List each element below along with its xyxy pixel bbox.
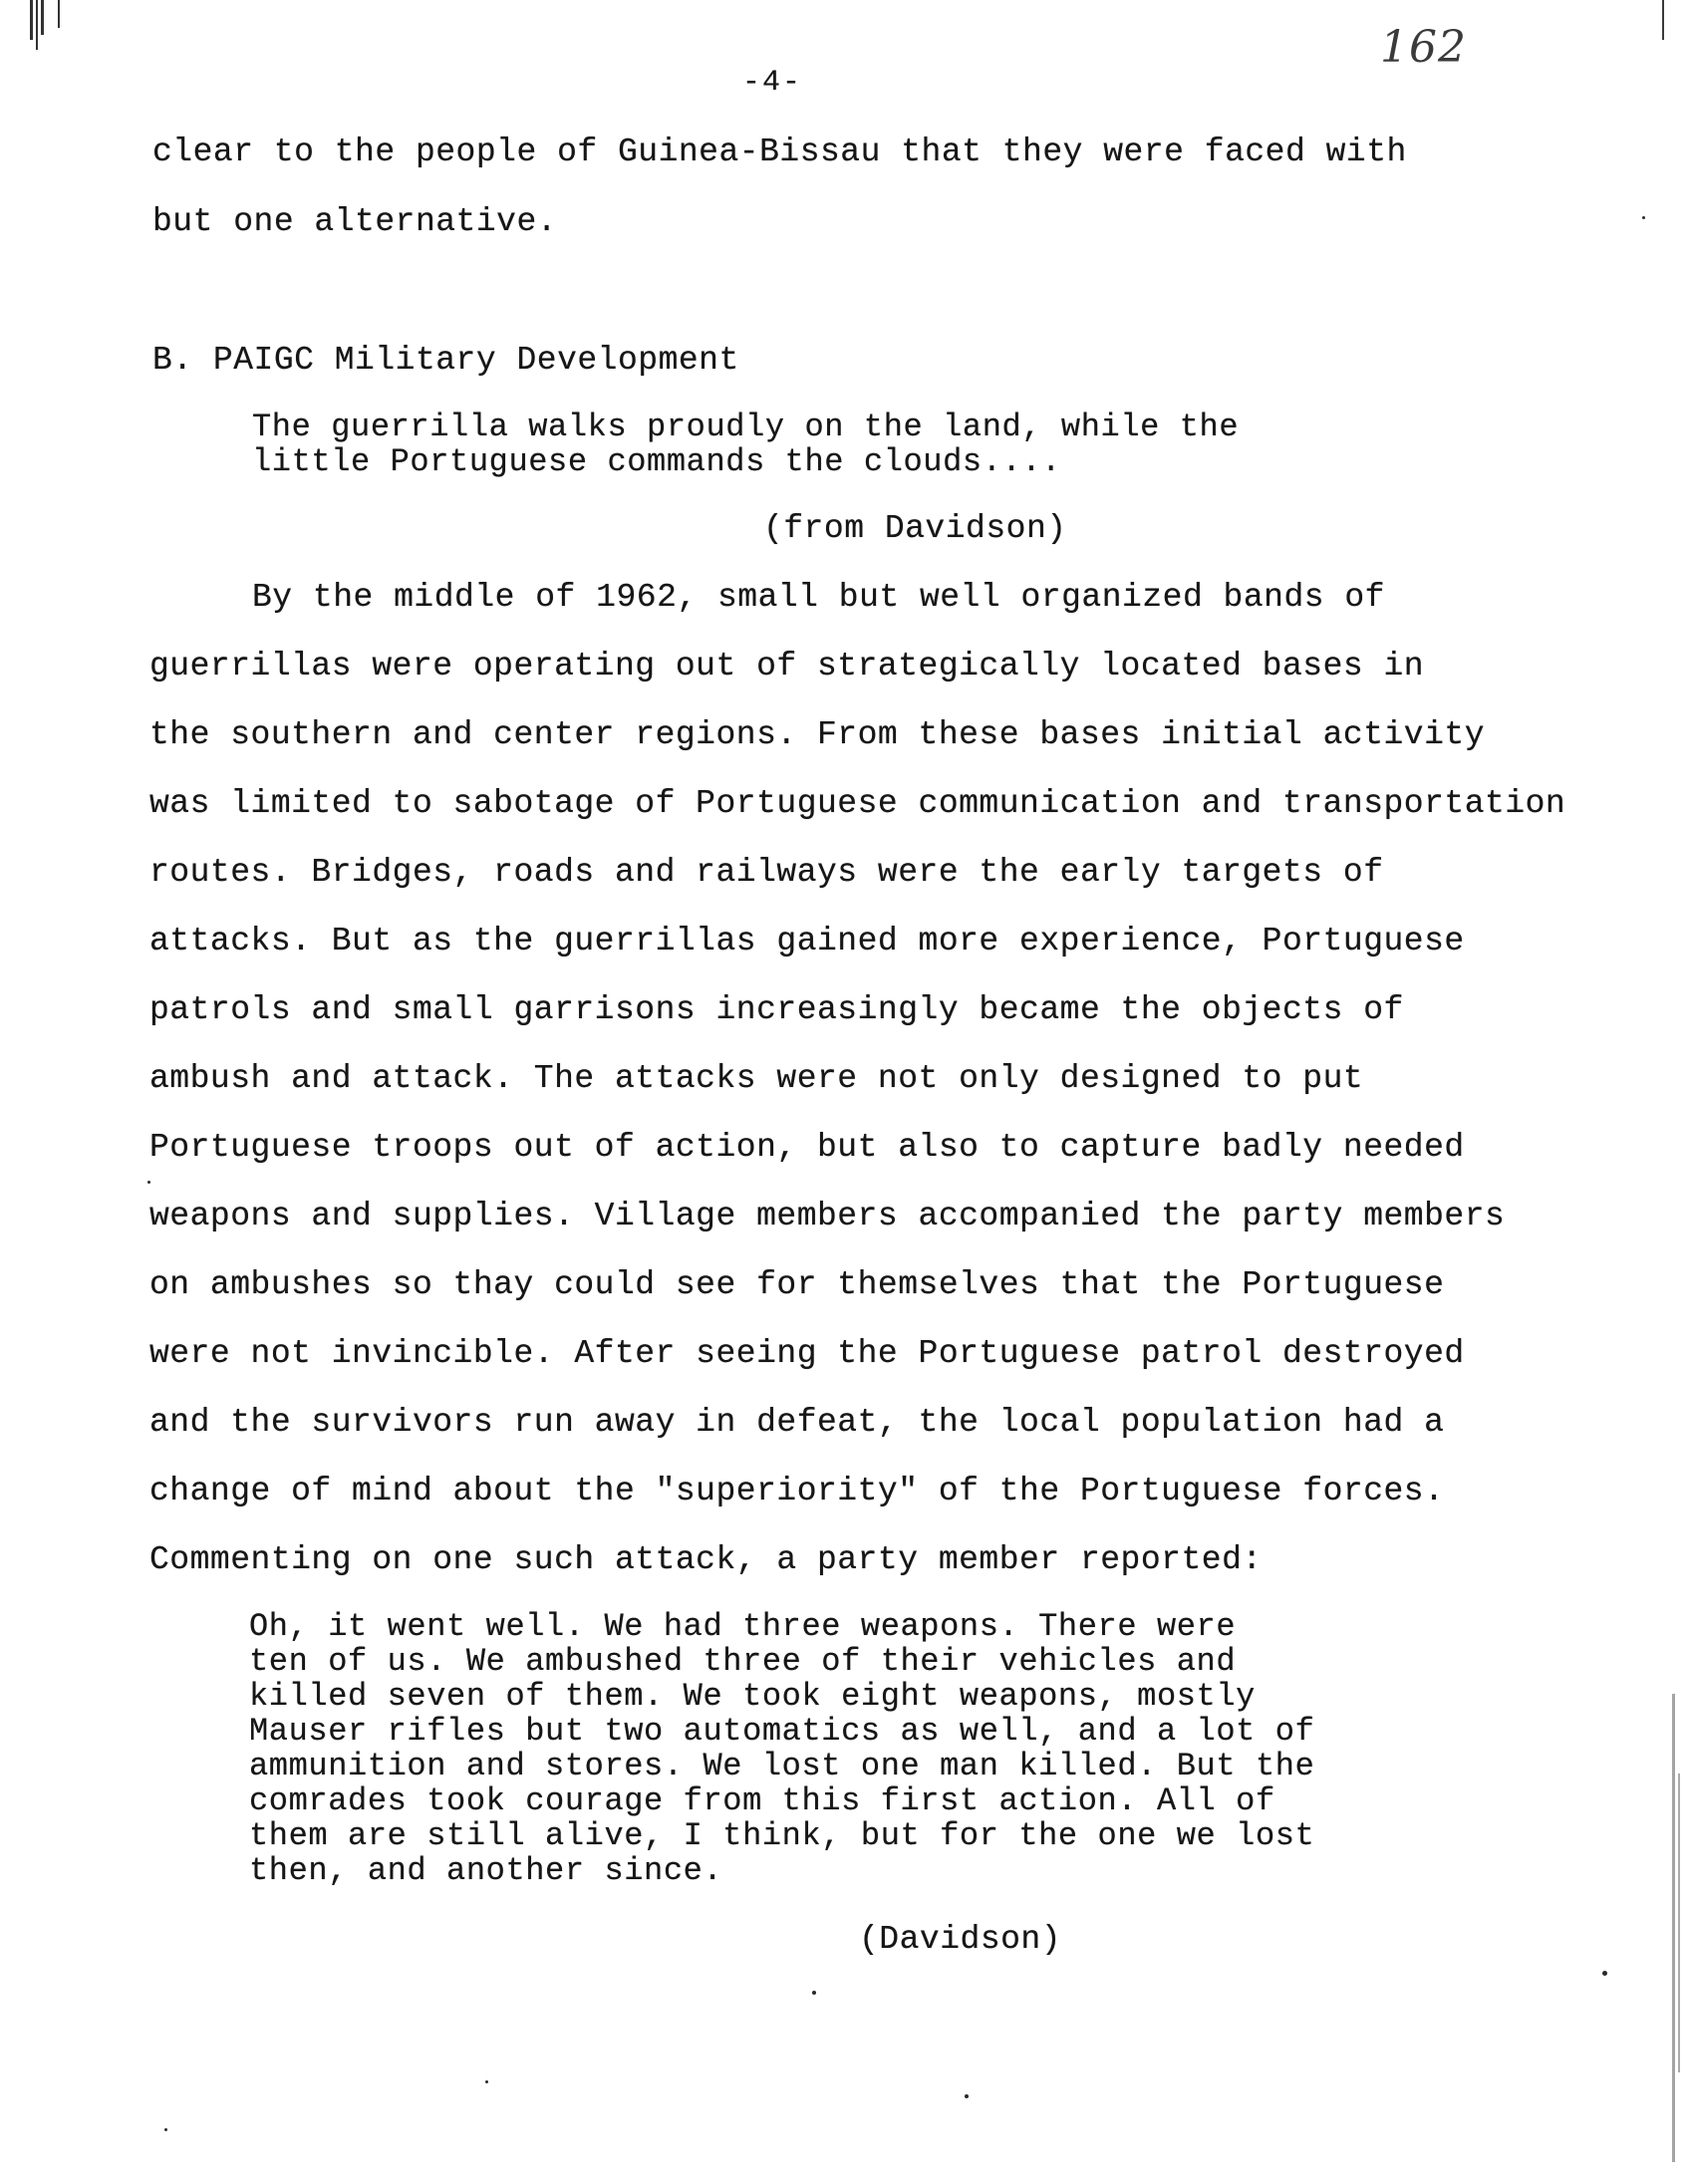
page-number: -4- [742, 66, 803, 100]
paragraph-line: Portuguese troops out of action, but also to capture badly needed [149, 1129, 1465, 1166]
epigraph-line: The guerrilla walks proudly on the land, while the [252, 409, 1240, 445]
paragraph-line: patrols and small garrisons increasingly became the objects of [149, 991, 1404, 1028]
paragraph-line: the southern and center regions. From these bases initial activity [149, 716, 1486, 753]
paragraph-line: weapons and supplies. Village members accompanied the party members [149, 1198, 1506, 1234]
block-quote-line: Oh, it went well. We had three weapons. There were [249, 1608, 1237, 1645]
scan-edge-line [1672, 1694, 1675, 2162]
epigraph-attribution: (from Davidson) [763, 510, 1067, 547]
section-heading: B. PAIGC Military Development [152, 342, 739, 379]
paragraph-line: on ambushes so thay could see for themselves that the Portuguese [149, 1266, 1445, 1303]
paragraph-line: routes. Bridges, roads and railways were the early targets of [149, 854, 1384, 891]
scan-speck [812, 1991, 816, 1995]
epigraph-line: little Portuguese commands the clouds.... [252, 443, 1061, 480]
scan-speck [1642, 216, 1645, 219]
paragraph-line: ambush and attack. The attacks were not only designed to put [149, 1060, 1364, 1097]
paragraph-line: Commenting on one such attack, a party member reported: [149, 1541, 1263, 1578]
binding-mark [0, 0, 80, 60]
paragraph-line: was limited to sabotage of Portuguese communication and transportation [149, 785, 1566, 822]
scan-speck [164, 2128, 167, 2131]
paragraph-line: By the middle of 1962, small but well organized bands of [252, 579, 1385, 616]
text-line: clear to the people of Guinea-Bissau that they were faced with [152, 134, 1407, 170]
scan-edge-line [1662, 0, 1664, 40]
handwritten-folio-number: 162 [1380, 22, 1467, 73]
paragraph-line: change of mind about the "superiority" of the Portuguese forces. [149, 1473, 1445, 1509]
block-quote-line: Mauser rifles but two automatics as well, and a lot of [249, 1713, 1315, 1750]
block-quote-attribution: (Davidson) [859, 1921, 1062, 1958]
scan-speck [147, 1181, 150, 1184]
block-quote-line: ten of us. We ambushed three of their vehicles and [249, 1643, 1237, 1680]
paragraph-line: guerrillas were operating out of strategically located bases in [149, 648, 1425, 684]
block-quote-line: comrades took courage from this first action. All of [249, 1782, 1275, 1819]
text-line: but one alternative. [152, 203, 558, 240]
scan-speck [485, 2080, 488, 2083]
paragraph-line: and the survivors run away in defeat, the local population had a [149, 1404, 1445, 1441]
block-quote-line: ammunition and stores. We lost one man killed. But the [249, 1748, 1315, 1784]
block-quote-line: then, and another since. [249, 1852, 723, 1889]
block-quote-line: killed seven of them. We took eight weapons, mostly [249, 1678, 1256, 1715]
scan-speck [965, 2094, 969, 2098]
scan-speck [1602, 1971, 1607, 1976]
paragraph-line: were not invincible. After seeing the Portuguese patrol destroyed [149, 1335, 1465, 1372]
block-quote-line: them are still alive, I think, but for the one we lost [249, 1817, 1315, 1854]
paragraph-line: attacks. But as the guerrillas gained more experience, Portuguese [149, 923, 1465, 959]
scan-edge-line [1678, 1774, 1680, 2072]
